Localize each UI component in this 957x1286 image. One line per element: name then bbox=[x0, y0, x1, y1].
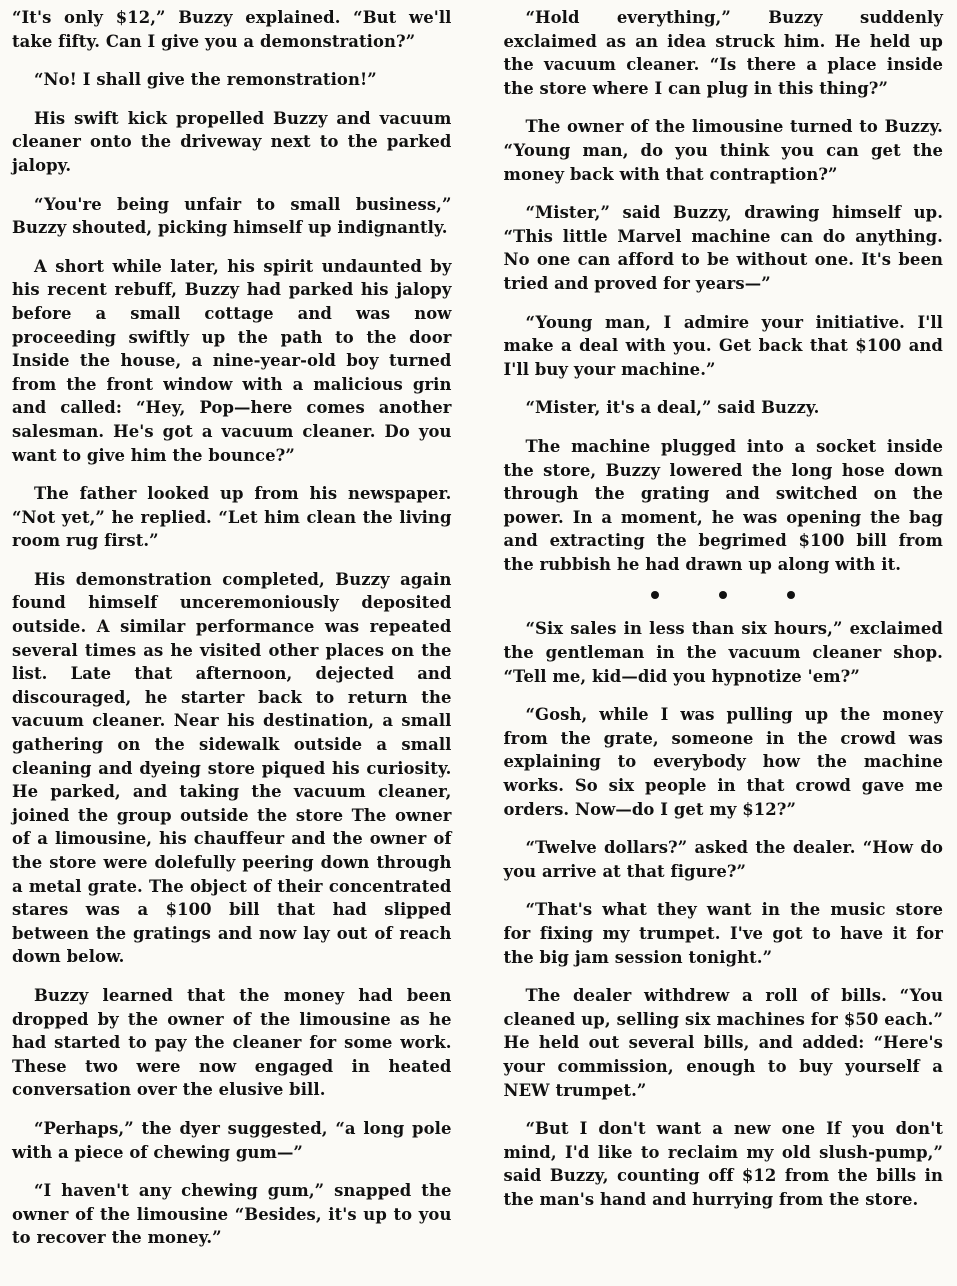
paragraph: “Perhaps,” the dyer suggested, “a long pole with a piece of chewing gum—” bbox=[12, 1118, 452, 1162]
paragraph: “It's only $12,” Buzzy explained. “But we'll take fifty. Can I give you a demonstration?” bbox=[12, 8, 452, 51]
paragraph: The owner of the limousine turned to Buzzy. “Young man, do you think you can get the money back with that contraption?” bbox=[503, 117, 943, 184]
paragraph: “I haven't any chewing gum,” snapped the owner of the limousine “Besides, it's up to you to recover the money.” bbox=[12, 1181, 452, 1248]
paragraph: “Gosh, while I was pulling up the money from the grate, someone in the crowd was explaining to everybody how the machine works. So six people in that crowd gave me orders. Now—do I get my $12?” bbox=[503, 705, 943, 819]
paragraph: “Young man, I admire your initiative. I'll make a deal with you. Get back that $100 and I'll buy your machine.” bbox=[503, 312, 943, 379]
paragraph: Buzzy learned that the money had been dropped by the owner of the limousine as he had started to pay the cleaner for some work. These two were now engaged in heated conversation over the elusive bill. bbox=[12, 985, 452, 1100]
paragraph: “Twelve dollars?” asked the dealer. “How do you arrive at that figure?” bbox=[503, 838, 943, 881]
paragraph: A short while later, his spirit undaunted by his recent rebuff, Buzzy had parked his jalopy before a small cottage and was now proceeding swiftly up the path to the door Inside the house, a nine-year-old boy turned from the front window with a malicious grin and called: “Hey, Pop—here comes another salesman. He's got a vacuum cleaner. Do you want to give him the bounce?” bbox=[12, 256, 452, 465]
left-column bbox=[12, 6, 452, 1286]
section-break bbox=[504, 591, 944, 599]
section-break-dot bbox=[787, 591, 795, 599]
paragraph: “Mister,” said Buzzy, drawing himself up. “This little Marvel machine can do anything. No one can afford to be without one. It's been tried and proved for years—” bbox=[503, 203, 943, 293]
right-column bbox=[504, 6, 944, 1286]
paragraph: “Mister, it's a deal,” said Buzzy. bbox=[525, 398, 820, 418]
section-break-dot bbox=[651, 591, 659, 599]
paragraph: The machine plugged into a socket inside the store, Buzzy lowered the long hose down through the grating and switched on the power. In a moment, he was opening the bag and extracting the begrimed $100 bill from the rubbish he had drawn up along with it. bbox=[503, 436, 943, 574]
paragraph: “Hold everything,” Buzzy suddenly exclaimed as an idea struck him. He held up the vacuum cleaner. “Is there a place inside the store where I can plug in this thing?” bbox=[503, 8, 943, 98]
paragraph: “That's what they want in the music store for fixing my trumpet. I've got to have it for the big jam session tonight.” bbox=[503, 900, 943, 967]
paragraph: “Six sales in less than six hours,” exclaimed the gentleman in the vacuum cleaner shop. “Tell me, kid—did you hypnotize 'em?” bbox=[503, 619, 943, 686]
paragraph: The father looked up from his newspaper. “Not yet,” he replied. “Let him clean the living room rug first.” bbox=[12, 484, 452, 551]
paragraph: “But I don't want a new one If you don't mind, I'd like to reclaim my old slush-pump,” said Buzzy, counting off $12 from the bills in the man's hand and hurrying from the store. bbox=[503, 1119, 943, 1209]
paragraph: His swift kick propelled Buzzy and vacuum cleaner onto the driveway next to the parked jalopy. bbox=[12, 108, 452, 175]
section-break-dot bbox=[719, 591, 727, 599]
paragraph: “You're being unfair to small business,” Buzzy shouted, picking himself up indignantly. bbox=[12, 194, 452, 238]
paragraph: The dealer withdrew a roll of bills. “You cleaned up, selling six machines for $50 each.” He held out several bills, and added: “Here's your commission, enough to buy yourself a NEW trumpet.” bbox=[503, 986, 943, 1100]
paragraph: “No! I shall give the remonstration!” bbox=[34, 70, 377, 90]
paragraph: His demonstration completed, Buzzy again found himself unceremoniously deposited outside. A similar performance was repeated several times as he visited other places on the list. Late that afternoon, dejected and discouraged, he starter back to return the vacuum cleaner. Near his destination, a small gathering on the sidewalk outside a small cleaning and dyeing store piqued his curiosity. He parked, and taking the vacuum cleaner, joined the group outside the store The owner of a limousine, his chauffeur and the owner of the store were dolefully peering down through a metal grate. The object of their concentrated stares was a $100 bill that had slipped between the gratings and now lay out of reach down below. bbox=[12, 569, 452, 967]
